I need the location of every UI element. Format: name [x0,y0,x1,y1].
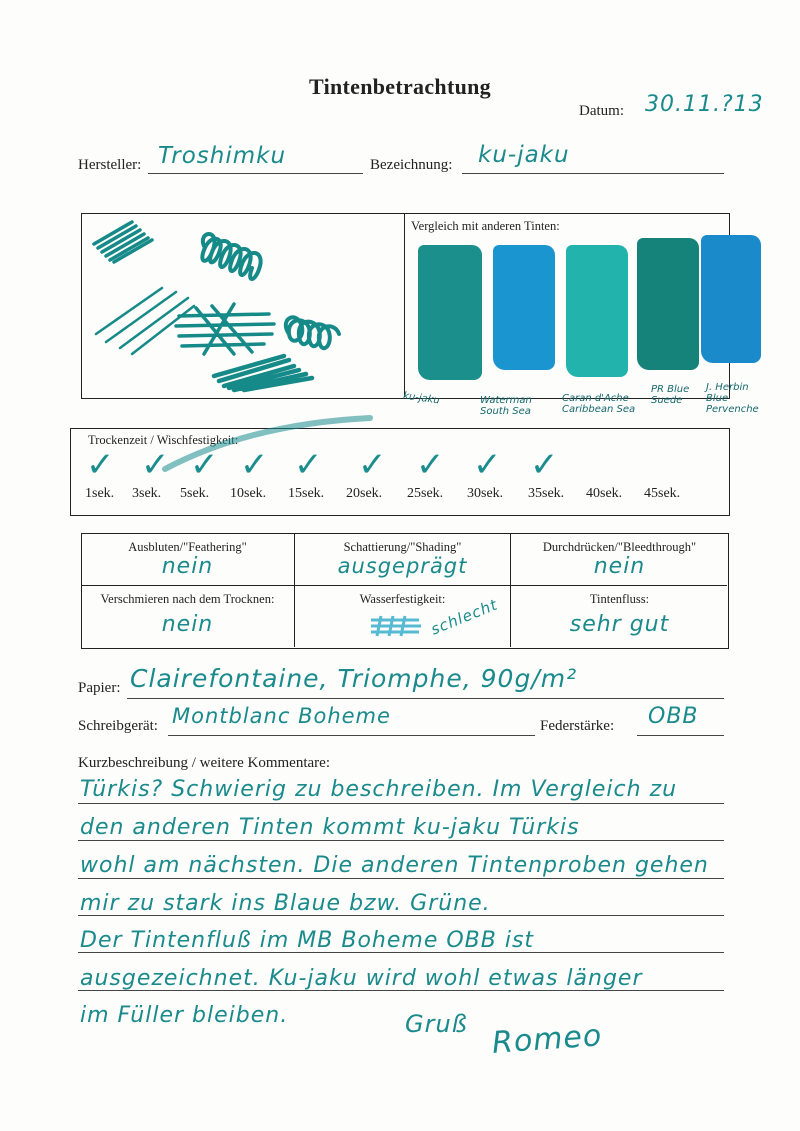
bleedthrough-value: nein [593,554,646,579]
time-1: 1sek. [85,486,115,501]
swatch-label-ku-jaku: ku-jaku [402,390,441,407]
writing-sample [84,216,402,396]
tick-1: ✓ [86,445,115,485]
tick-10: ✓ [240,445,269,485]
smearing-label: Verschmieren nach dem Trocknen: [100,592,275,606]
comment-line-3 [78,878,724,879]
page-title: Tintenbetrachtung [309,74,491,99]
swatch-ku-jaku [418,245,482,380]
cell-bleedthrough [511,534,728,584]
tick-35: ✓ [530,445,559,485]
schreibgeraet-line [168,735,535,736]
papier-label: Papier: [78,680,121,696]
tick-30: ✓ [473,445,502,485]
waterproof-label: Wasserfestigkeit: [359,592,446,606]
time-10: 10sek. [230,486,267,501]
swatch-label-herbin: J. Herbin Blue Pervenche [706,382,759,415]
flow-value: sehr gut [569,612,670,637]
shading-value: ausgeprägt [337,554,468,578]
hatch-strokes [94,222,152,262]
hersteller-line [148,173,363,174]
time-3: 3sek. [132,486,162,501]
cell-feathering [82,534,293,584]
comment-text-1: Türkis? Schwierig zu beschreiben. Im Vergleich zu [80,777,678,802]
time-45: 45sek. [644,486,681,501]
comment-text-5: Der Tintenfluß im MB Boheme OBB ist [80,928,535,953]
cell-waterproof [295,586,510,648]
cell-flow [511,586,728,648]
waterproof-value: schlecht [428,595,501,639]
comment-text-4: mir zu stark ins Blaue bzw. Grüne. [80,891,491,916]
cross-hatch [176,304,274,354]
bezeichnung-label: Bezeichnung: [370,157,453,173]
schreibgeraet-label: Schreibgerät: [78,718,158,734]
feathering-label: Ausbluten/"Feathering" [128,540,247,554]
swatch-label-caran-dache: Caran d'Ache Caribbean Sea [562,393,636,415]
shading-label: Schattierung/"Shading" [343,540,462,554]
swatch-label-waterman: Waterman South Sea [480,395,532,417]
time-5: 5sek. [180,486,210,501]
comment-line-1 [78,803,724,804]
signature: Romeo [490,1018,604,1061]
swatch-pr-blue-suede [637,238,699,370]
bezeichnung-value: ku-jaku [478,142,570,168]
tick-20: ✓ [358,445,387,485]
time-25: 25sek. [407,486,444,501]
datum-label: Datum: [579,103,624,119]
tick-5: ✓ [190,445,219,485]
tick-25: ✓ [416,445,445,485]
cell-shading [295,534,510,584]
bleedthrough-label: Durchdrücken/"Bleedthrough" [542,540,697,554]
flow-label: Tintenfluss: [589,592,650,606]
time-20: 20sek. [346,486,383,501]
swatch-caran-dache-caribbean-sea [566,245,628,377]
eight-loops [202,234,260,279]
comment-text-7: im Füller bleiben. [80,1003,289,1028]
tick-15: ✓ [294,445,323,485]
time-40: 40sek. [586,486,623,501]
diagonal-lines [96,288,194,354]
papier-value: Clairefontaine, Triomphe, 90g/m² [130,664,578,693]
hersteller-value: Troshimku [158,143,287,169]
hersteller-label: Hersteller: [78,157,142,173]
comment-text-2: den anderen Tinten kommt ku-jaku Türkis [80,815,580,840]
federstaerke-line [637,735,724,736]
sample-box-divider [404,214,405,397]
time-15: 15sek. [288,486,325,501]
smearing-value: nein [161,612,214,637]
bezeichnung-line [462,173,724,174]
papier-line [127,698,724,699]
tick-3: ✓ [141,445,170,485]
swatch-label-pr-blue-suede: PR Blue Suede [651,384,690,406]
feathering-value: nein [161,554,214,579]
vergleich-label: Vergleich mit anderen Tinten: [411,219,560,233]
time-35: 35sek. [528,486,565,501]
dense-scribble [214,356,312,390]
time-30: 30sek. [467,486,504,501]
loop-row-2 [286,317,339,348]
kommentar-label: Kurzbeschreibung / weitere Kommentare: [78,755,330,771]
comment-text-3: wohl am nächsten. Die anderen Tintenproben gehen [80,853,709,878]
greeting: Gruß [405,1010,468,1038]
comment-line-2 [78,840,724,841]
water-test-scribble [367,614,427,638]
swatch-herbin-blue-pervenche [701,235,761,363]
schreibgeraet-value: Montblanc Boheme [172,704,391,728]
swatch-waterman-south-sea [493,245,555,370]
federstaerke-value: OBB [648,704,699,729]
trocken-label: Trockenzeit / Wischfestigkeit: [88,433,239,447]
federstaerke-label: Federstärke: [540,718,615,734]
datum-value: 30.11.?13 [645,92,764,117]
comment-text-6: ausgezeichnet. Ku-jaku wird wohl etwas länger [80,966,643,991]
cell-smearing [82,586,293,648]
